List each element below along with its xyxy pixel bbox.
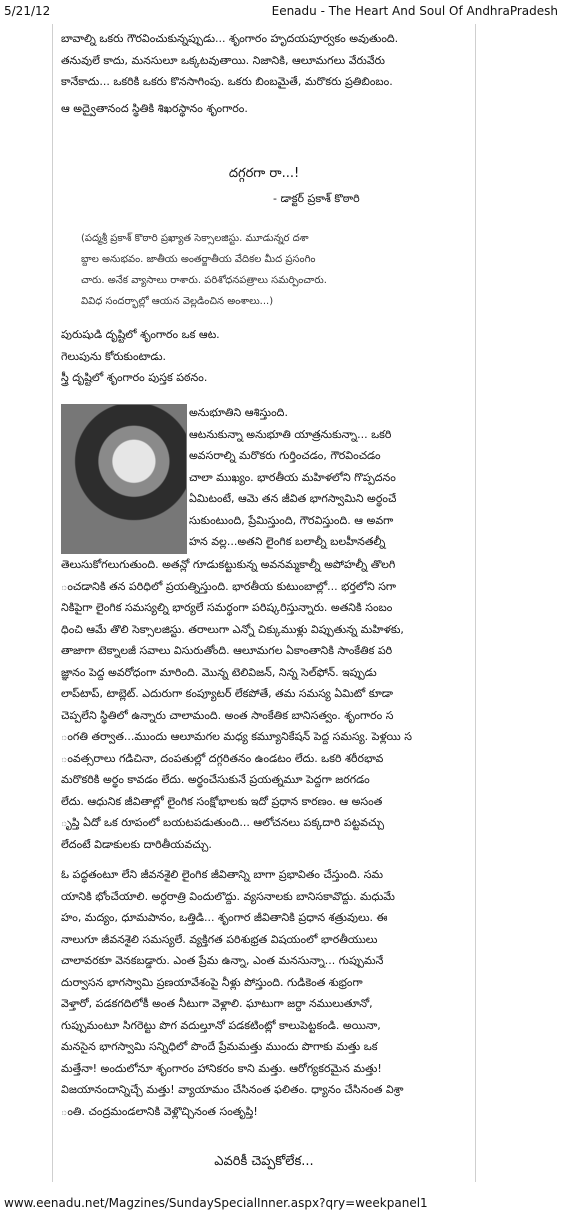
text-line: ధించి ఆమే తొలి సెక్సాలజిస్టు. తరాలుగా ఎన్నో చిక్కుముళ్లు విప్పుతున్న మహిళకు, (61, 622, 404, 636)
text-line: ఆ అద్వైతానంద స్థితికి శిఖరస్థానం శృంగారం. (61, 101, 248, 115)
author-photo (61, 404, 187, 554)
text-line: నాలుగూ జీవనశైలి సమస్యలే. వ్యక్తిగత పరిశుభ్రత విషయంలో భారతీయులు (61, 932, 378, 946)
text-line: అవసరాల్ని మరొకరు గుర్తించడం, గౌరవించడం (189, 449, 381, 462)
text-line: మరొకరికి అర్థం కావడం లేదు. అర్థంచేసుకునే ప్రయత్నమూ పెద్దగా జరగడం (61, 773, 370, 786)
text-line: హన వల్ల...అతని లైంగిక బలాల్నీ బలహీనతల్నీ (189, 535, 386, 548)
text-line: వెళ్తారో, పడకగదిలోకీ అంత నీటుగా వెళ్లాలి. ఘాటుగా జర్దా నములుతూనో, (61, 997, 373, 1010)
section-title: దగ్గరగా రా...! (228, 166, 300, 181)
text-line: అనుభూతిని ఆశిస్తుంది. (189, 406, 288, 419)
text-line: హం, మద్యం, ధూమపానం, ఒత్తిడి... శృంగార జీవితానికి ప్రధాన శత్రువులు. ఈ (61, 911, 388, 924)
lead-block (61, 324, 467, 389)
text-line: లాప్‌టాప్, టాబ్లెట్. ఎదురుగా కంప్యూటర్ లేకపోతే, తమ సమస్య ఏమిటో కూడా (61, 687, 394, 700)
print-date: 5/21/12 (4, 4, 51, 18)
text-line: చెప్పలేని స్థితిలో ఉన్నారు చాలామంది. అంత సాంకేతిక బానిసత్వం. శృంగారం స (61, 708, 394, 722)
text-line: నికిపైగా లైంగిక సమస్యల్ని భార్యలే సమర్థంగా పరిష్కరిస్తున్నారు. అతనికి సంబం (61, 601, 393, 614)
text-line: చాలా ముఖ్యం. భారతీయ మహిళలోని గొప్పదనం (189, 470, 396, 484)
text-line: ంవత్సరాలు గడిచినా, దంపతుల్లో దగ్గరితనం ఉండటం లేదు. ఒకరి శరీరభావ (61, 751, 384, 765)
text-line: బావాల్ని ఒకరు గౌరవించుకున్నప్పుడు... శృంగారం హృదయపూర్వకం అవుతుంది. (61, 32, 399, 45)
print-header-title: Eenadu - The Heart And Soul Of AndhraPradesh (271, 4, 558, 18)
text-line: కానేకాదు... ఒకరికి ఒకరు కొనసాగింపు. ఒకరు బింబమైతే, మరొకరు ప్రతిబింబం. (61, 75, 393, 88)
text-line: స్త్రీ దృష్టిలో శృంగారం పుస్తక పఠనం. (61, 371, 208, 384)
text-line: ఓ పద్ధతంటూ లేని జీవనశైలి లైంగిక జీవితాన్ని బాగా ప్రభావితం చేస్తుంది. సమ (61, 868, 384, 881)
section-author: - డాక్టర్ ప్రకాశ్ కొఠారి (273, 192, 360, 205)
text-line: తాజాగా టెక్నాలజీ సవాలు విసురుతోంది. ఆలూమగల ఏకాంతానికి సాంకేతిక పరి (61, 644, 393, 657)
text-line: లేదు. ఆధునిక జీవితాల్లో లైంగిక సంక్షోభాలకు ఇదో ప్రధాన కారణం. ఆ అసంత (61, 794, 383, 808)
text-line: (పద్మశ్రీ ప్రకాశ్ కొఠారి ప్రఖ్యాత సెక్సాలజిస్టు. మూడున్నర దశా (81, 233, 309, 244)
text-line: గుప్పుమంటూ సిగరెట్టు పొగ వదుల్తూనో పడకటింట్లో కాలుపెట్టకండి. అయినా, (61, 1018, 381, 1032)
body-paragraph-2 (61, 864, 467, 1122)
article-page (52, 24, 476, 1182)
text-line: ంచడానికి తన పరిధిలో ప్రయత్నిస్తుంది. భారతీయ కుటుంబాల్లో... భర్తలోని సగా (61, 579, 397, 593)
text-line: తనువులే కాదు, మనసులూ ఒక్కటవుతాయి. నిజానికి, ఆలూమగలు వేరువేరు (61, 53, 385, 67)
text-line: చారు. అనేక వ్యాసాలు రాశారు. పరిశోధనపత్రాలు సమర్పించారు. (81, 275, 327, 286)
text-line: ంతి. చంద్రమండలానికి వెళ్లొచ్చినంత సంతృప్తి! (61, 1104, 258, 1118)
print-footer-url: www.eenadu.net/Magzines/SundaySpecialInner.aspx?qry=weekpanel1 (4, 1196, 428, 1210)
text-line: పురుషుడి దృష్టిలో శృంగారం ఒక ఆట. (61, 328, 220, 341)
text-line: ఏమిటంటే, ఆమె తన జీవిత భాగస్వామిని అర్థంచే (189, 492, 397, 505)
text-line: యానికి భోంచేయాలి. అర్ధరాత్రి విందులొద్దు. వ్యసనాలకు బానిసకావొద్దు. మధుమే (61, 889, 395, 903)
author-bio-note (81, 228, 467, 312)
text-line: దుర్వాసన భాగస్వామి ప్రణయావేశంపై నీళ్లు పోస్తుంది. గుడికెంత శుభ్రంగా (61, 975, 363, 989)
intro-block (61, 28, 467, 119)
text-line: సుకుంటుంది, ప్రేమిస్తుంది, గౌరవిస్తుంది. ఆ అవగా (189, 513, 394, 527)
text-line: ఆటనుకున్నా అనుభూతి యాత్రనుకున్నా... ఒకరి (189, 427, 392, 441)
text-line: లేదంటే విడాకులకు దారితీయవచ్చు. (61, 837, 212, 851)
text-line: మత్తేనా! అందులోనూ శృంగారం హానికరం కాని మత్తు. ఆరోగ్యకరమైన మత్తు! (61, 1061, 382, 1075)
text-line: ంగతి తర్వాత...ముందు ఆలూమగల మధ్య కమ్యూనికేషన్ పెద్ద సమస్య. పెళ్లయి స (61, 730, 412, 743)
ending-heading: ఎవరికీ చెప్పకోలేక... (214, 1154, 314, 1169)
photo-side-text (189, 402, 467, 553)
text-line: వివిధ సందర్భాల్లో ఆయన వెల్లడించిన అంశాలు...) (81, 296, 274, 307)
text-line: తెలుసుకోగలుగుతుంది. అతన్లో గూడుకట్టుకున్న అవనమ్మకాల్నీ అపోహల్నీ తొలగి (61, 558, 396, 571)
text-line: జ్ఞానం పెద్ద అవరోధంగా మారింది. మొన్న టెలివిజన్, నిన్న సెల్‌ఫోన్. ఇప్పుడు (61, 665, 377, 679)
text-line: విజయానందాన్నిచ్చే మత్తు! వ్యాయామం చేసినంత ఫలితం. ధ్యానం చేసినంత విశ్రా (61, 1083, 404, 1096)
body-paragraph-1 (61, 554, 467, 855)
text-line: ృప్తి ఏదో ఒక రూపంలో బయటపడుతుంది... ఆలోచనలు పక్కదారి పట్టవచ్చు (61, 816, 385, 829)
text-line: బ్దాల అనుభవం. జాతీయ అంతర్జాతీయ వేదికల మీద ప్రసంగిం (81, 254, 316, 265)
text-line: మనసైన భాగస్వామి సన్నిధిలో పొందే ప్రేమమత్తు ముందు పొగాకు మత్తు ఒక (61, 1040, 378, 1053)
text-line: చాలావరకూ వెనకబడ్డారు. ఎంత ప్రేమ ఉన్నా, ఎంత మనసున్నా... గుప్పుమనే (61, 954, 384, 967)
text-line: గెలుపును కోరుకుంటాడు. (61, 349, 167, 363)
